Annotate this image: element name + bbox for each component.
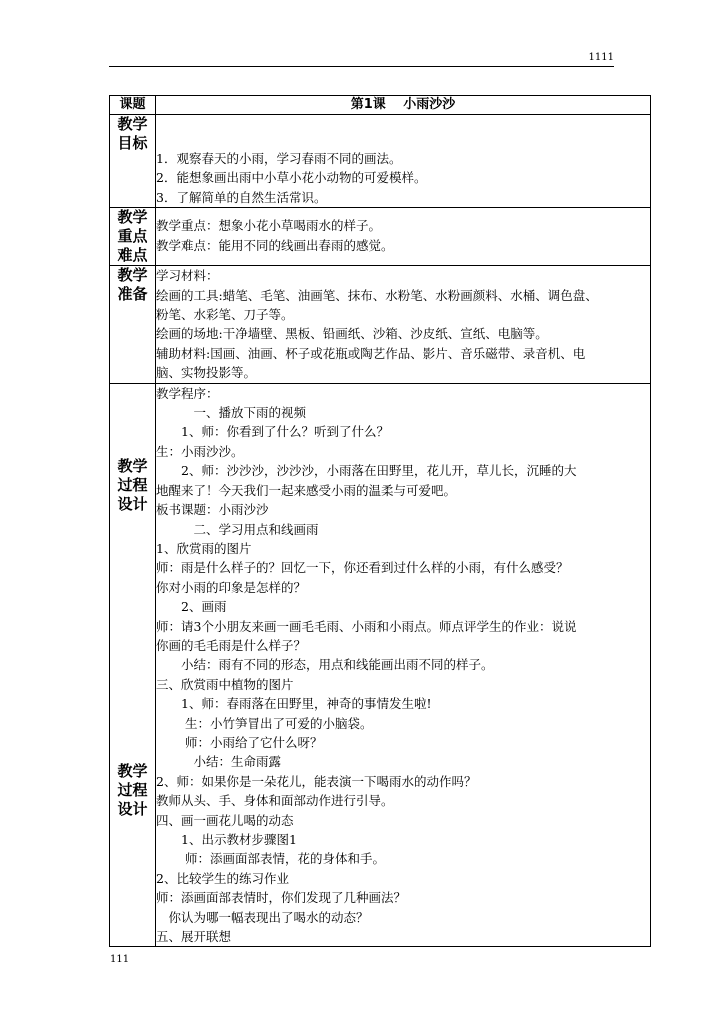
label-line: 教学 [117,266,148,285]
text-line: 生：小雨沙沙。 [156,443,244,459]
header-rule [109,66,614,67]
objectives-row [110,115,651,208]
text-line: 地醒来了！今天我们一起来感受小雨的温柔与可爱吧。 [156,482,457,498]
text-line: 四、画一画花儿喝的动态 [156,812,294,828]
lesson-plan-table [109,95,651,947]
text-line: 辅助材料:国画、油画、杯子或花瓶或陶艺作品、影片、音乐磁带、录音机、电 [156,345,586,361]
text-line: 粉笔、水彩笔、刀子等。 [156,307,294,323]
label-line: 准备 [117,285,148,304]
key-points-content [156,208,651,266]
label-line: 过程 [117,780,148,799]
text-line: 生：小竹笋冒出了可爱的小脑袋。 [156,715,373,731]
text-line: 教学重点：想象小花小草喝雨水的样子。 [156,218,382,234]
text-line: 学习材料： [156,268,219,284]
preparation-row [110,266,651,383]
text-line: 小结：雨有不同的形态，用点和线能画出雨不同的样子。 [156,657,494,673]
process-row [110,383,651,947]
text-line: 你认为哪一幅表现出了喝水的动态？ [156,909,369,925]
objectives-label [110,115,156,208]
text-line: 1．观察春天的小雨，学习春雨不同的画法。 [156,151,402,166]
process-label-top [110,457,155,514]
text-line: 1、出示教材步骤图1 [156,832,297,847]
text-line: 2．能想象画出雨中小草小花小动物的可爱模样。 [156,170,427,186]
text-line: 1、欣赏雨的图片 [156,540,252,556]
text-line: 1、师：春雨落在田野里，神奇的事情发生啦! [156,696,432,712]
text-line: 师：添画面部表情时，你们发现了几种画法？ [156,890,407,906]
title-row [110,96,651,115]
text-line: 板书课题：小雨沙沙 [156,502,269,518]
label-line: 过程 [117,475,148,494]
text-line: 五、展开联想 [156,929,232,945]
text-line: 教学程序： [156,385,219,401]
text-line: 2、师：沙沙沙，沙沙沙，小雨落在田野里，花儿开，草儿长，沉睡的大 [156,463,577,479]
text-line: 教学难点：能用不同的线画出春雨的感觉。 [156,237,394,253]
text-line: 2、比较学生的练习作业 [156,870,289,886]
key-points-row [110,208,651,266]
process-label [110,383,156,947]
label-line: 教学 [117,208,148,227]
label-line: 设计 [117,494,148,513]
lesson-title: 第1课 小雨沙沙 [156,96,651,115]
text-line: 师：请3个小朋友来画一画毛毛雨、小雨和小雨点。师点评学生的作业：说说 [156,618,577,634]
text-line: 师：雨是什么样子的？回忆一下，你还看到过什么样的小雨，有什么感受？ [156,560,569,576]
label-line: 重点 [117,227,148,246]
preparation-content [156,266,651,383]
text-line: 你对小雨的印象是怎样的？ [156,579,307,595]
process-content [156,383,651,947]
label-line: 设计 [117,799,148,818]
text-line: 三、欣赏雨中植物的图片 [156,676,294,692]
text-line: 一、播放下雨的视频 [156,405,307,421]
text-line: 3．了解简单的自然生活常识。 [156,189,327,205]
text-line: 绘画的场地:干净墙壁、黑板、铅画纸、沙箱、沙皮纸、宣纸、电脑等。 [156,326,548,342]
header-page-number: 1111 [588,52,614,63]
label-line: 目标 [117,134,148,152]
text-line: 二、学习用点和线画雨 [156,521,319,537]
text-line: 1、师：你看到了什么？听到了什么？ [156,424,389,440]
label-line: 难点 [117,246,148,265]
text-line: 教师从头、手、身体和面部动作进行引导。 [156,793,394,809]
text-line: 小结：生命雨露 [156,754,282,770]
text-line: 脑、实物投影等。 [156,365,257,381]
text-line: 你画的毛毛雨是什么样子？ [156,637,307,653]
label-line: 教学 [117,115,148,133]
lesson-header-label: 课题 [110,96,156,115]
text-line: 2、画雨 [156,599,227,615]
preparation-label [110,266,156,383]
text-line: 师：添画面部表情，花的身体和手。 [156,851,385,867]
process-label-bottom [110,762,155,819]
objectives-content [156,115,651,208]
footer-page-number: 111 [110,954,130,965]
text-line: 2、师：如果你是一朵花儿，能表演一下喝雨水的动作吗？ [156,773,477,789]
key-points-label [110,208,156,266]
text-line: 绘画的工具:蜡笔、毛笔、油画笔、抹布、水粉笔、水粉画颜料、水桶、调色盘、 [156,287,598,303]
text-line: 师：小雨给了它什么呀？ [156,734,323,750]
label-line: 教学 [117,456,148,475]
label-line: 教学 [117,761,148,780]
